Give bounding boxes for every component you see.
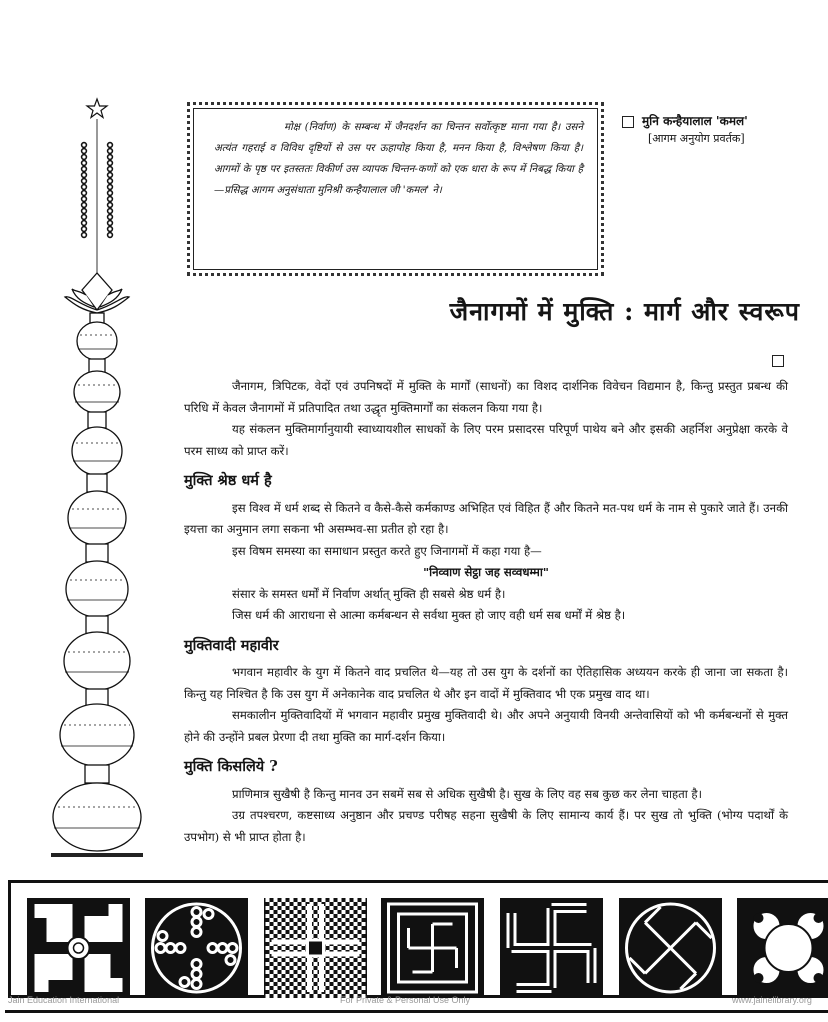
footer-left: Jain Education International [8, 995, 120, 1005]
article-title: जैनागमों में मुक्ति : मार्ग और स्वरूप [449, 297, 800, 326]
footer-center: For Private & Personal Use Only [340, 995, 471, 1005]
paragraph: जिस धर्म की आराधना से आत्मा कर्मबन्धन से सर्वथा मुक्त हो जाए वही धर्म सब धर्मों में श्रेष्ठ है। [232, 608, 626, 622]
checkered-swastika-icon [264, 898, 367, 998]
swastika-ornament-band [8, 880, 828, 998]
author-name: मुनि कन्हैयालाल 'कमल' [642, 114, 748, 128]
page-footer [0, 995, 828, 1009]
lotus-icon [65, 273, 129, 313]
paragraph: यह संकलन मुक्तिमार्गानुयायी स्वाध्यायशील साधकों के लिए परम प्रसादरस परिपूर्ण पाथेय बने और इसकी अहर्निश अनुप्रेक्षा करके वे परम साध्य को प्राप्त करें। [184, 422, 788, 458]
paragraph: संसार के समस्त धर्मों में निर्वाण अर्थात् मुक्ति ही सबसे श्रेष्ठ धर्म है। [232, 586, 506, 601]
square-bullet-icon [622, 116, 634, 128]
divider [5, 1010, 828, 1013]
paragraph: भगवान महावीर के युग में कितने वाद प्रचलित थे—यह तो उस युग के दर्शनों का ऐतिहासिक अध्ययन करके ही जाना जा सकता है। किन्तु यह निश्चित है कि उस युग में अनेकानेक वाद प्रचलित थे और इन वादों में मुक्तिवाद भी एक प्रमुख वाद था। [184, 665, 788, 701]
intro-summary-text: मोक्ष (निर्वाण) के सम्बन्ध में जैनदर्शन का चिन्तन सर्वोत्कृष्ट माना गया है। उसने अत्यंत गहराई व विविध दृष्टियों से उस पर ऊहापोह किया है, मनन किया है, विश्लेषण किया है। आगमों के पृष्ठ पर इतस्ततः विकीर्ण उस व्यापक चिन्तन-कणों को एक धारा के रूप में निबद्ध किया है—प्रसिद्ध आगम अनुसंधाता मुनिश्री कन्हैयालाल जी 'कमल' ने। [214, 122, 583, 196]
curved-swastika-icon [500, 898, 603, 998]
paragraph: जैनागम, त्रिपिटक, वेदों एवं उपनिषदों में मुक्ति के मार्गों (साधनों) का विशद दार्शनिक विवेचन विद्यमान है, किन्तु प्रस्तुत प्रबन्ध की परिधि में केवल जैनागमों में प्रतिपादित तथा उद्धृत मुक्तिमार्गों का संकलन किया गया है। [184, 379, 788, 415]
star-icon [87, 99, 107, 118]
author-role: [आगम अनुयोग प्रवर्तक] [648, 132, 745, 145]
paragraph: समकालीन मुक्तिवादियों में भगवान महावीर प्रमुख मुक्तिवादी थे। और अपने अनुयायी विनयी अन्तेवासियों को भी कर्मबन्धनों से मुक्त होने की उन्होंने प्रबल प्रेरणा दी तथा मुक्ति का मार्ग-दर्शन किया। [184, 708, 788, 744]
scripture-quote: "निव्वाण सेट्ठा जह सव्वधम्मा" [423, 565, 549, 579]
kalash-pillar-ornament [20, 95, 160, 865]
paragraph: इस विषम समस्या का समाधान प्रस्तुत करते हुए जिनागमों में कहा गया है— [232, 543, 542, 558]
footer-right: www.jainelibrary.org [732, 995, 812, 1005]
section-heading: मुक्ति किसलिये ? [184, 758, 278, 775]
paragraph: उग्र तपश्चरण, कष्टसाध्य अनुष्ठान और प्रचण्ड परीषह सहना सुखैषी के लिए सामान्य कार्य हैं। पर सुख तो भुक्ति (भोग्य पदार्थों के उपभोग) से भी प्राप्त होता है। [184, 808, 788, 844]
author-block [622, 112, 822, 146]
circle-dotted-swastika-icon [145, 898, 248, 998]
lotus-circle-motif-icon [737, 898, 828, 998]
intro-summary-box [193, 108, 598, 270]
circle-diagonal-swastika-icon [619, 898, 722, 998]
section-heading: मुक्तिवादी महावीर [184, 636, 279, 654]
floral-swastika-icon [27, 898, 130, 998]
article-body [184, 376, 788, 848]
square-bullet-icon [772, 350, 792, 369]
paragraph: इस विश्व में धर्म शब्द से कितने व कैसे-कैसे कर्मकाण्ड अभिहित एवं विहित हैं और कितने मत-पथ धर्म के नाम से पुकारे जाते हैं। उनकी इयत्ता का अनुमान लगा सकना भी असम्भव-सा प्रतीत हो रहा है। [184, 500, 788, 536]
section-heading: मुक्ति श्रेष्ठ धर्म है [184, 472, 272, 489]
paragraph: प्राणिमात्र सुखैषी है किन्तु मानव उन सबमें सब से अधिक सुखैषी है। सुख के लिए वह सब कुछ कर लेना चाहता है। [232, 786, 702, 801]
maze-swastika-icon [381, 898, 484, 998]
